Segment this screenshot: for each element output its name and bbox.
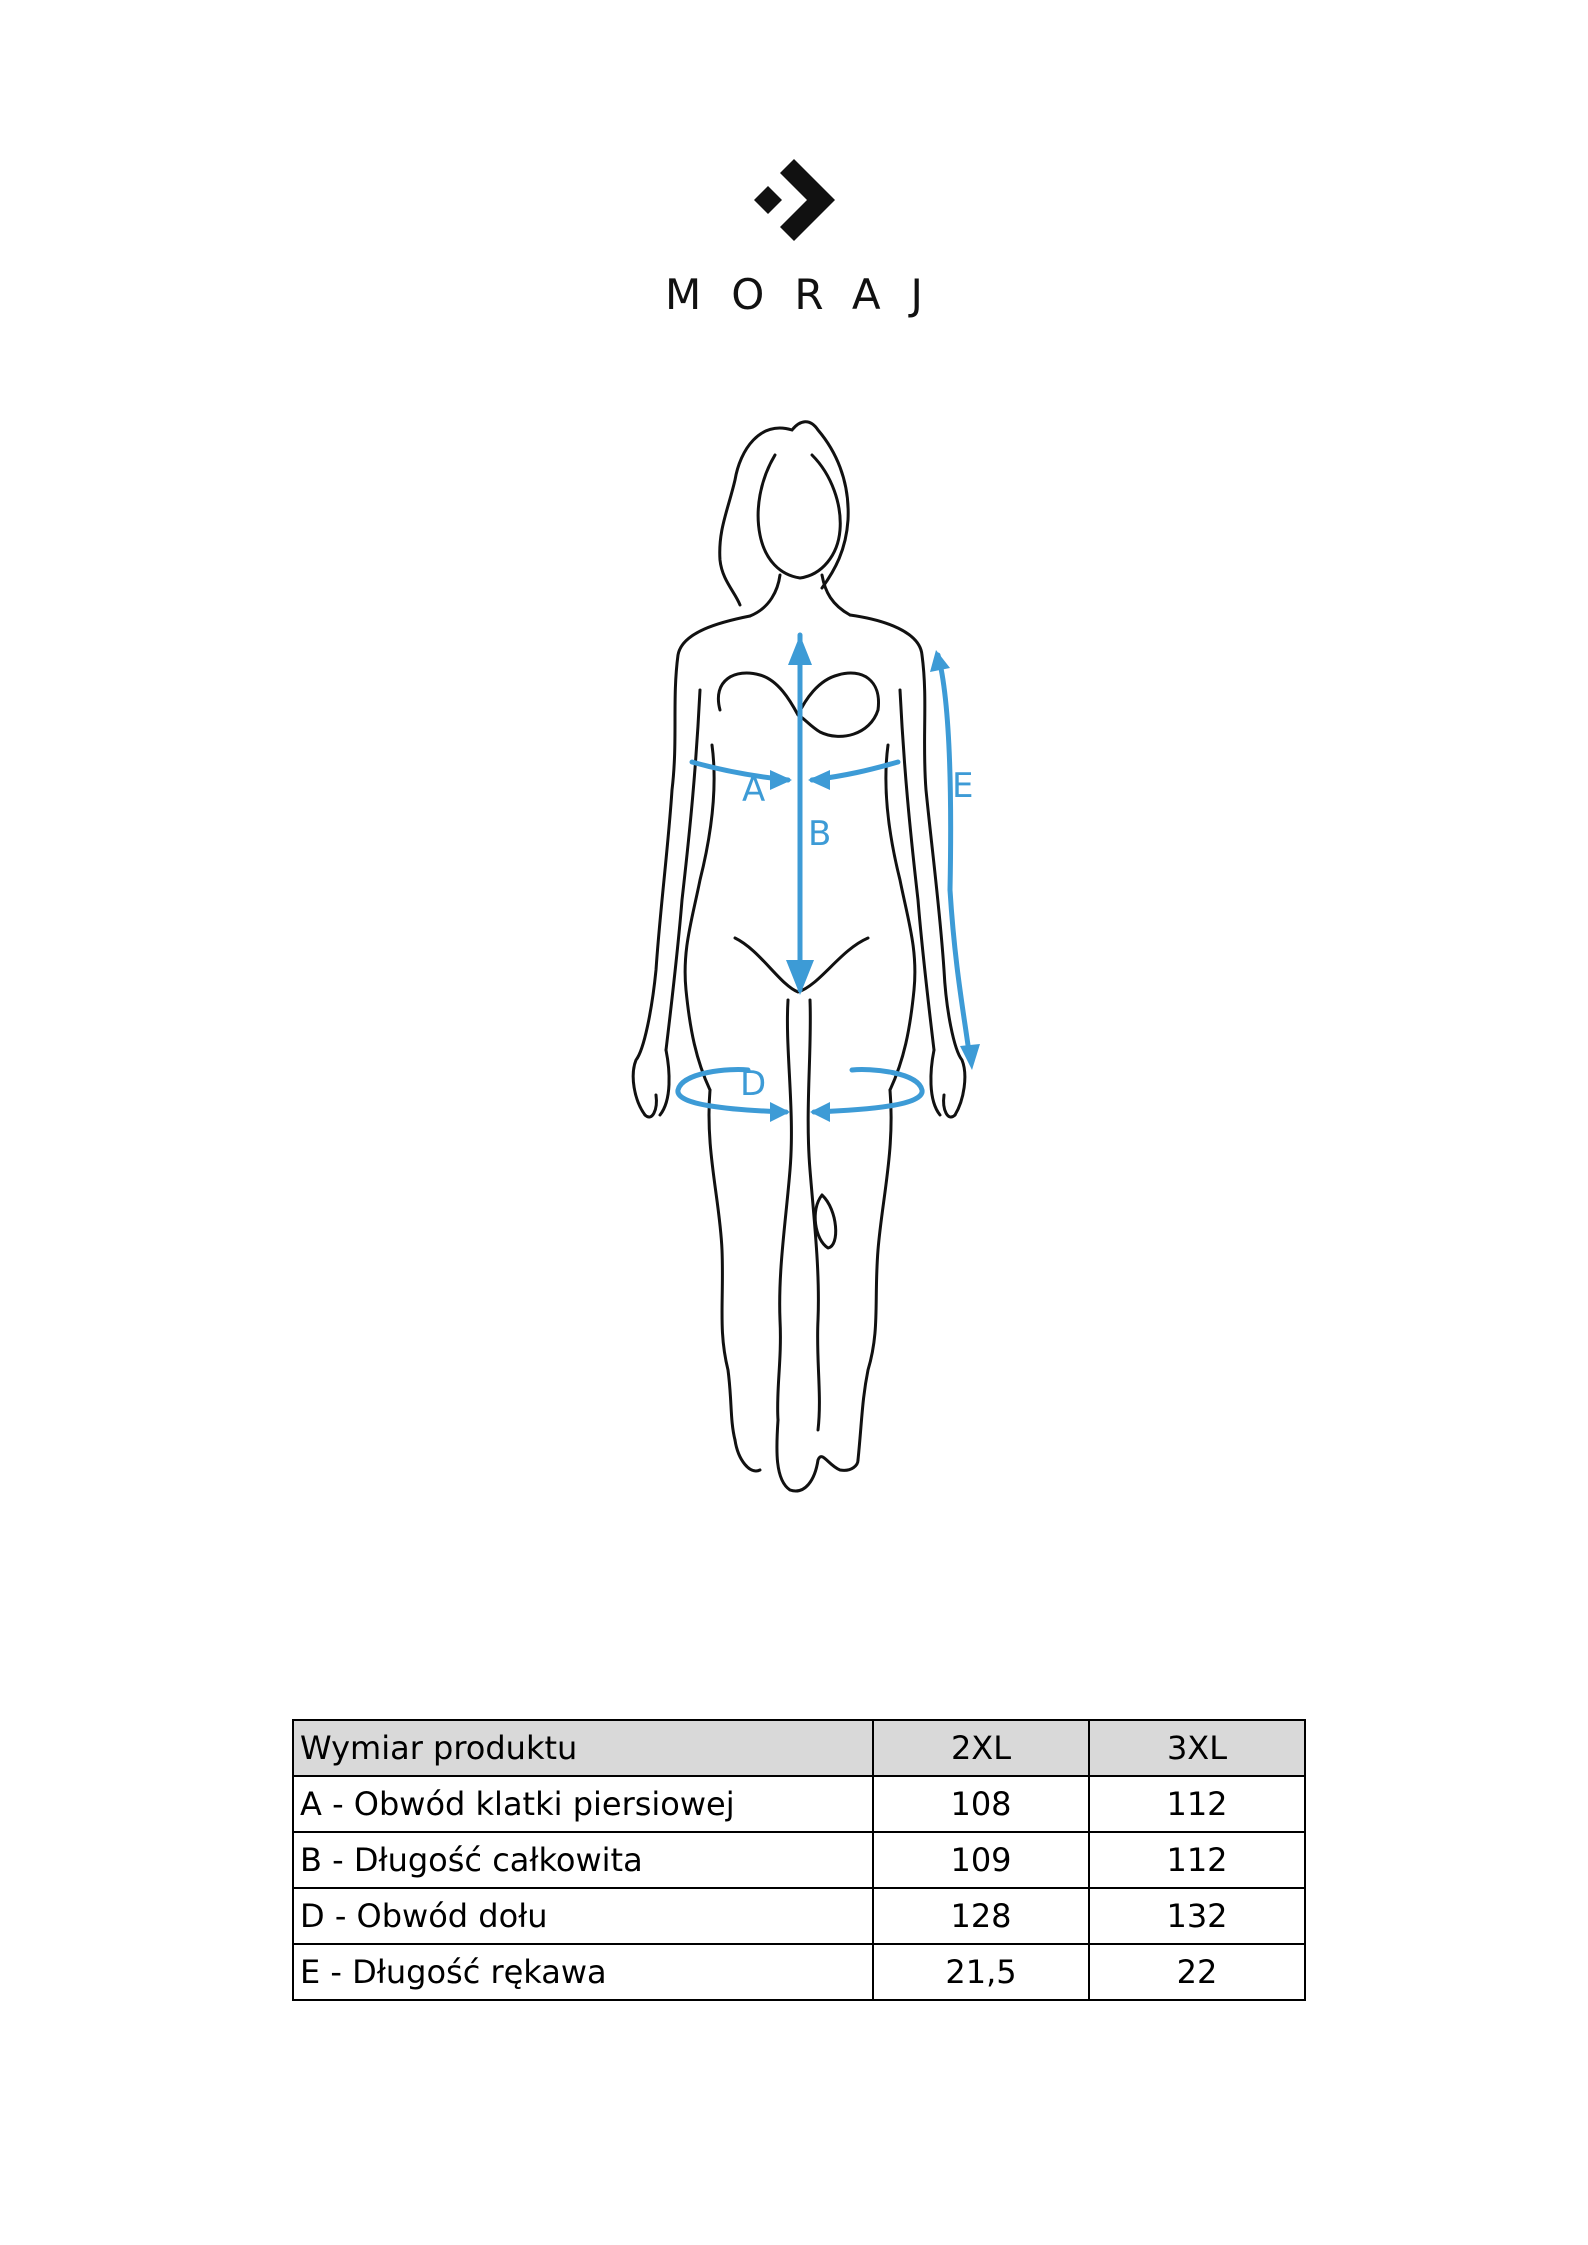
row-value-3xl: 22 [1089, 1944, 1305, 2000]
row-value-3xl: 112 [1089, 1776, 1305, 1832]
knee-outline [815, 1195, 836, 1248]
table-header-row [293, 1720, 1305, 1776]
hair-outline [720, 422, 848, 605]
face-outline [758, 455, 840, 578]
brand-name: MORAJ [665, 270, 953, 319]
table-row [293, 1944, 1305, 2000]
header-size-3xl: 3XL [1089, 1720, 1305, 1776]
left-leg-outer [709, 1090, 735, 1440]
torso-left [685, 745, 714, 1090]
row-label: A - Obwód klatki piersiowej [293, 1776, 873, 1832]
measure-d-right-arrow [810, 1102, 830, 1122]
feet-outline [735, 1420, 858, 1491]
left-shoulder [633, 616, 750, 1115]
row-value-2xl: 109 [873, 1832, 1089, 1888]
size-table [292, 1719, 1306, 2001]
measure-e-line [938, 655, 970, 1060]
label-e: E [952, 766, 974, 806]
right-inner-arm [900, 690, 934, 1050]
table-row [293, 1776, 1305, 1832]
label-a: A [742, 770, 766, 810]
measure-b-arrow-top [788, 635, 812, 665]
measure-a-left-arrow [770, 770, 792, 790]
row-value-2xl: 21,5 [873, 1944, 1089, 2000]
measure-b-arrow-bottom [786, 960, 814, 995]
row-value-3xl: 112 [1089, 1832, 1305, 1888]
left-leg-inner [778, 1000, 792, 1420]
row-value-3xl: 132 [1089, 1888, 1305, 1944]
header-label-cell: Wymiar produktu [293, 1720, 873, 1776]
measure-a-right-arrow [808, 770, 830, 790]
right-hand [931, 1050, 955, 1117]
row-label: B - Długość całkowita [293, 1832, 873, 1888]
right-leg-outer [858, 1090, 891, 1460]
measure-d-left-arrow [770, 1102, 790, 1122]
row-label: D - Obwód dołu [293, 1888, 873, 1944]
measure-d-right-arc [814, 1070, 922, 1112]
left-hand [645, 1050, 669, 1117]
header-size-2xl: 2XL [873, 1720, 1089, 1776]
neck-outline [750, 575, 850, 616]
row-value-2xl: 128 [873, 1888, 1089, 1944]
row-value-2xl: 108 [873, 1776, 1089, 1832]
torso-right [886, 745, 915, 1090]
brand-logo-icon [750, 155, 850, 245]
measure-d-left-arc [678, 1070, 786, 1112]
left-inner-arm [666, 690, 700, 1050]
body-measurement-diagram [600, 410, 1000, 1590]
label-d: D [740, 1064, 767, 1104]
table-row [293, 1888, 1305, 1944]
measure-e-arrow-top [930, 650, 950, 672]
row-label: E - Długość rękawa [293, 1944, 873, 2000]
label-b: B [808, 814, 832, 854]
table-row [293, 1832, 1305, 1888]
